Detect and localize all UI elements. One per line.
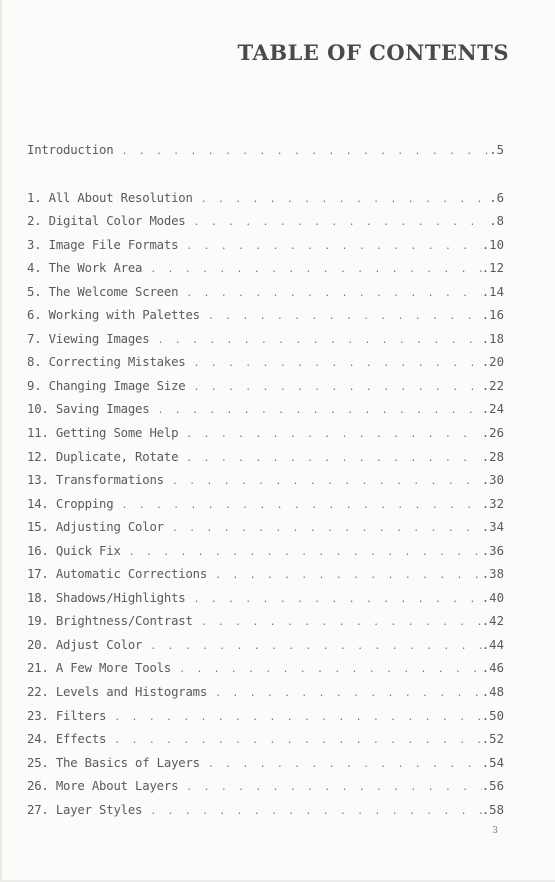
dot-leader [172, 517, 482, 541]
dot-leader [186, 423, 482, 447]
toc-entry-label: 20. Adjust Color [27, 637, 143, 652]
toc-entry-page: .58 [481, 802, 504, 817]
page-title: TABLE OF CONTENTS [237, 40, 509, 65]
dot-leader [129, 541, 482, 565]
toc-entry-page: .56 [481, 779, 504, 794]
toc-entry-label: 7. Viewing Images [27, 331, 150, 346]
toc-entry [27, 304, 504, 328]
toc-entry-page: .34 [481, 520, 504, 535]
dot-leader [186, 447, 482, 471]
toc-entry-label: 16. Quick Fix [27, 543, 121, 558]
toc-entry [27, 752, 504, 776]
toc-entry-page: .42 [481, 614, 504, 629]
toc-entry [27, 657, 504, 681]
dot-leader [186, 235, 482, 259]
toc-entry-label: 2. Digital Color Modes [27, 214, 186, 229]
page-number: 3 [492, 826, 498, 836]
toc-entry-page: .12 [481, 261, 504, 276]
toc-entry-page: .54 [481, 755, 504, 770]
dot-leader [121, 140, 489, 164]
toc-entry-label: 6. Working with Palettes [27, 308, 200, 323]
toc-entry-page: .24 [481, 402, 504, 417]
dot-leader [193, 211, 489, 235]
toc-entry-page: .38 [481, 567, 504, 582]
toc-entry-label: 5. The Welcome Screen [27, 284, 179, 299]
toc-entry-label: 26. More About Layers [27, 779, 179, 794]
toc-entry-introduction [27, 139, 504, 163]
toc-entry [27, 351, 504, 375]
toc-entry [27, 257, 504, 281]
dot-leader [150, 635, 482, 659]
toc-entry-label: 13. Transformations [27, 473, 164, 488]
toc-entry [27, 281, 504, 305]
toc-entry-label: 4. The Work Area [27, 261, 143, 276]
toc-entry [27, 634, 504, 658]
dot-leader [208, 753, 482, 777]
toc-entry-label: 27. Layer Styles [27, 802, 143, 817]
toc-entry-page: .28 [481, 449, 504, 464]
toc-entry-page: .50 [481, 708, 504, 723]
toc-entry [27, 210, 504, 234]
toc-entry [27, 705, 504, 729]
toc-entry-label: 15. Adjusting Color [27, 520, 164, 535]
toc-entry-label: 9. Changing Image Size [27, 378, 186, 393]
toc-entry [27, 681, 504, 705]
toc-entry-label: 14. Cropping [27, 496, 114, 511]
toc-entry [27, 375, 504, 399]
toc-entry [27, 187, 504, 211]
toc-entry-page: .6 [489, 190, 504, 205]
dot-leader [193, 376, 481, 400]
dot-leader [193, 352, 481, 376]
toc-entry [27, 587, 504, 611]
dot-leader [201, 611, 482, 635]
toc-entry-page: .44 [481, 637, 504, 652]
toc-entry [27, 610, 504, 634]
dot-leader [215, 564, 482, 588]
toc-entry-label: Introduction [27, 143, 114, 157]
toc-entry-label: 24. Effects [27, 732, 107, 747]
toc-entry [27, 493, 504, 517]
table-of-contents [27, 139, 504, 822]
toc-entry-page: .32 [481, 496, 504, 511]
dot-leader [186, 282, 482, 306]
toc-entry [27, 446, 504, 470]
toc-entry [27, 234, 504, 258]
toc-entry-label: 23. Filters [27, 708, 107, 723]
toc-entry [27, 563, 504, 587]
toc-entry-page: .16 [481, 308, 504, 323]
dot-leader [172, 470, 482, 494]
toc-entry [27, 516, 504, 540]
toc-entry [27, 775, 504, 799]
dot-leader [114, 729, 482, 753]
dot-leader [186, 776, 482, 800]
toc-entry-page: .10 [481, 237, 504, 252]
toc-entry-page: .30 [481, 473, 504, 488]
toc-entry [27, 398, 504, 422]
toc-entry-page: .20 [481, 355, 504, 370]
toc-entry-label: 12. Duplicate, Rotate [27, 449, 179, 464]
toc-entry-label: 19. Brightness/Contrast [27, 614, 193, 629]
dot-leader [150, 258, 482, 282]
toc-entry [27, 422, 504, 446]
toc-entry [27, 469, 504, 493]
dot-leader [157, 399, 481, 423]
toc-entry-label: 21. A Few More Tools [27, 661, 172, 676]
toc-entry-page: .26 [481, 426, 504, 441]
dot-leader [193, 588, 481, 612]
toc-entry-label: 3. Image File Formats [27, 237, 179, 252]
toc-entry-page: .40 [481, 590, 504, 605]
toc-entry-page: .5 [489, 143, 504, 157]
dot-leader [121, 494, 481, 518]
toc-entry-label: 22. Levels and Histograms [27, 685, 208, 700]
toc-entry-label: 18. Shadows/Highlights [27, 590, 186, 605]
toc-entry [27, 328, 504, 352]
toc-entry-page: .22 [481, 378, 504, 393]
toc-entry-page: .36 [481, 543, 504, 558]
toc-entry-page: .46 [481, 661, 504, 676]
dot-leader [208, 305, 482, 329]
toc-entry [27, 728, 504, 752]
toc-entry-page: .48 [481, 685, 504, 700]
dot-leader [157, 329, 481, 353]
toc-entry-page: .8 [489, 214, 504, 229]
toc-entry-label: 10. Saving Images [27, 402, 150, 417]
toc-entry-list [27, 187, 504, 823]
section-gap [27, 163, 504, 187]
dot-leader [150, 800, 482, 824]
toc-entry-page: .52 [481, 732, 504, 747]
toc-entry-label: 8. Correcting Mistakes [27, 355, 186, 370]
toc-entry-label: 11. Getting Some Help [27, 426, 179, 441]
dot-leader [114, 706, 482, 730]
toc-entry-label: 25. The Basics of Layers [27, 755, 200, 770]
dot-leader [179, 658, 482, 682]
dot-leader [201, 188, 490, 212]
toc-entry-page: .18 [481, 331, 504, 346]
toc-entry-label: 17. Automatic Corrections [27, 567, 208, 582]
toc-entry-label: 1. All About Resolution [27, 190, 193, 205]
dot-leader [215, 682, 482, 706]
toc-entry [27, 540, 504, 564]
toc-entry [27, 799, 504, 823]
toc-entry-page: .14 [481, 284, 504, 299]
